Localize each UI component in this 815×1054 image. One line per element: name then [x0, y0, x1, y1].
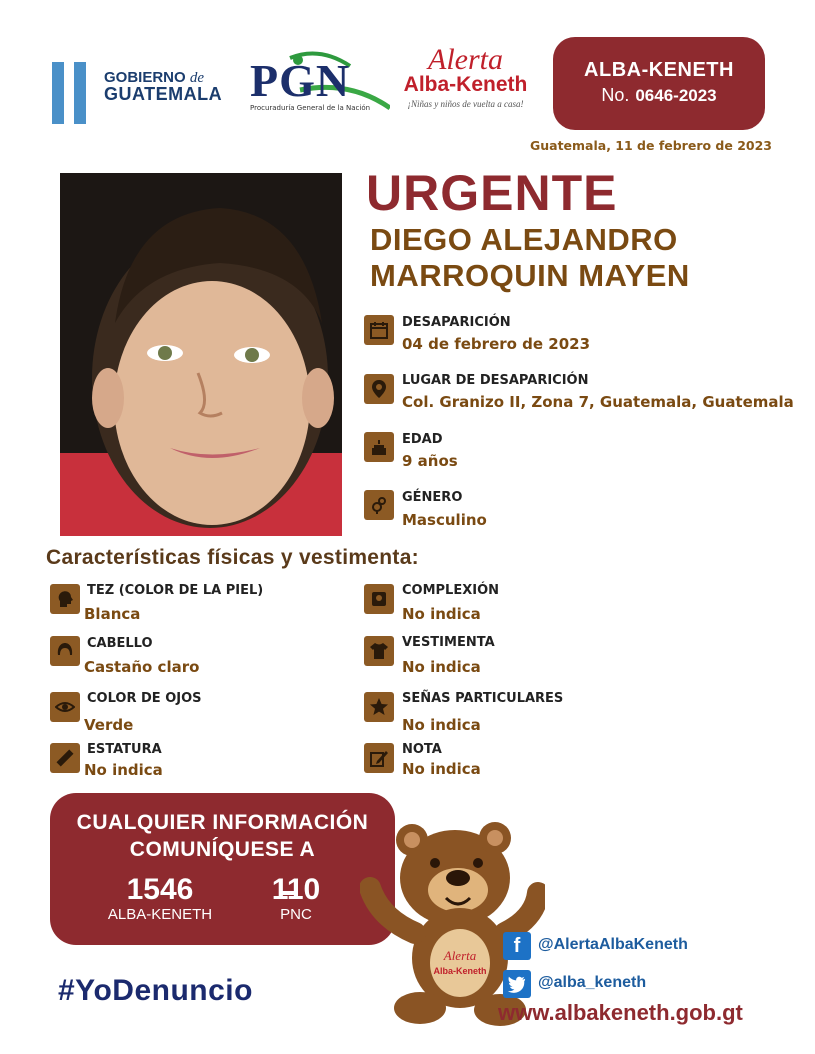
height-value: No indica	[84, 761, 163, 779]
pgn-subtitle: Procuraduría General de la Nación	[250, 104, 371, 112]
guatemala-flag-bars	[52, 62, 94, 124]
gov-line2: GUATEMALA	[104, 84, 223, 104]
map-pin-icon	[364, 374, 394, 404]
contact-line2: COMUNÍQUESE A	[129, 838, 316, 861]
hashtag: #YoDenuncio	[58, 974, 253, 1007]
alba-keneth-phone-label: ALBA-KENETH	[107, 906, 213, 923]
person-name	[370, 222, 690, 294]
gov-line1: GOBIERNO	[104, 69, 186, 86]
hair-icon	[50, 636, 80, 666]
calendar-icon	[364, 315, 394, 345]
eye-color-value: Verde	[84, 716, 134, 734]
bear-badge-line1: Alerta	[443, 948, 477, 963]
alba-keneth-phone[interactable]: 1546	[126, 873, 194, 906]
eye-color-label: COLOR DE OJOS	[87, 691, 202, 706]
shirt-icon	[364, 636, 394, 666]
clothing-label: VESTIMENTA	[402, 635, 495, 650]
build-value: No indica	[402, 605, 481, 623]
age-label: EDAD	[402, 432, 443, 447]
case-number-box	[553, 37, 765, 130]
website-link[interactable]: www.albakeneth.gob.gt	[498, 1000, 743, 1025]
missing-person-photo	[60, 173, 342, 536]
person-name-line1: DIEGO ALEJANDRO	[370, 222, 678, 257]
location-label: LUGAR DE DESAPARICIÓN	[402, 373, 589, 388]
eye-icon	[50, 692, 80, 722]
case-no-label: No.	[601, 85, 630, 105]
facebook-handle[interactable]: @AlertaAlbaKeneth	[538, 936, 688, 953]
twitter-icon[interactable]	[503, 970, 531, 998]
alerta-logo-line2: Alba-Keneth	[403, 73, 528, 96]
urgent-heading: URGENTE	[366, 165, 618, 221]
cake-icon	[364, 432, 394, 462]
marks-value: No indica	[402, 716, 481, 734]
contact-line1: CUALQUIER INFORMACIÓN	[76, 811, 369, 834]
gender-label: GÉNERO	[402, 490, 463, 505]
note-value: No indica	[402, 760, 481, 778]
note-label: NOTA	[402, 742, 442, 757]
pnc-phone-label: PNC	[280, 906, 312, 923]
build-label: COMPLEXIÓN	[402, 583, 500, 598]
scale-icon	[364, 584, 394, 614]
case-title: ALBA-KENETH	[584, 59, 734, 81]
star-icon	[364, 692, 394, 722]
hair-label: CABELLO	[87, 636, 153, 651]
marks-label: SEÑAS PARTICULARES	[402, 691, 564, 706]
age-value: 9 años	[402, 452, 458, 470]
gobierno-logo	[104, 70, 222, 102]
pgn-logo-text: PGN	[250, 55, 351, 106]
hair-value: Castaño claro	[84, 658, 200, 676]
physical-section-title: Características físicas y vestimenta:	[46, 546, 419, 569]
person-name-line2: MARROQUIN MAYEN	[370, 258, 690, 293]
note-icon	[364, 743, 394, 773]
gender-value: Masculino	[402, 511, 487, 529]
head-icon	[50, 584, 80, 614]
gender-icon	[364, 490, 394, 520]
ruler-icon	[50, 743, 80, 773]
alerta-logo	[398, 43, 533, 109]
disappearance-date-label: DESAPARICIÓN	[402, 315, 511, 330]
disappearance-date-value: 04 de febrero de 2023	[402, 335, 591, 353]
twitter-handle[interactable]: @alba_keneth	[538, 974, 647, 991]
clothing-value: No indica	[402, 658, 481, 676]
alerta-logo-line1: Alerta	[428, 43, 503, 76]
issue-date: Guatemala, 11 de febrero de 2023	[529, 138, 772, 153]
skin-value: Blanca	[84, 605, 141, 623]
gov-de: de	[189, 70, 205, 86]
height-label: ESTATURA	[87, 742, 162, 757]
bear-badge-line2: Alba-Keneth	[433, 966, 487, 976]
case-number: 0646-2023	[635, 86, 717, 105]
pnc-phone[interactable]: 110	[271, 873, 321, 906]
alerta-slogan: ¡Niñas y niños de vuelta a casa!	[407, 99, 524, 109]
skin-label: TEZ (COLOR DE LA PIEL)	[87, 583, 264, 598]
location-value: Col. Granizo II, Zona 7, Guatemala, Guatemala	[402, 393, 794, 411]
contact-box	[50, 793, 395, 945]
facebook-icon[interactable]: f	[503, 932, 531, 960]
